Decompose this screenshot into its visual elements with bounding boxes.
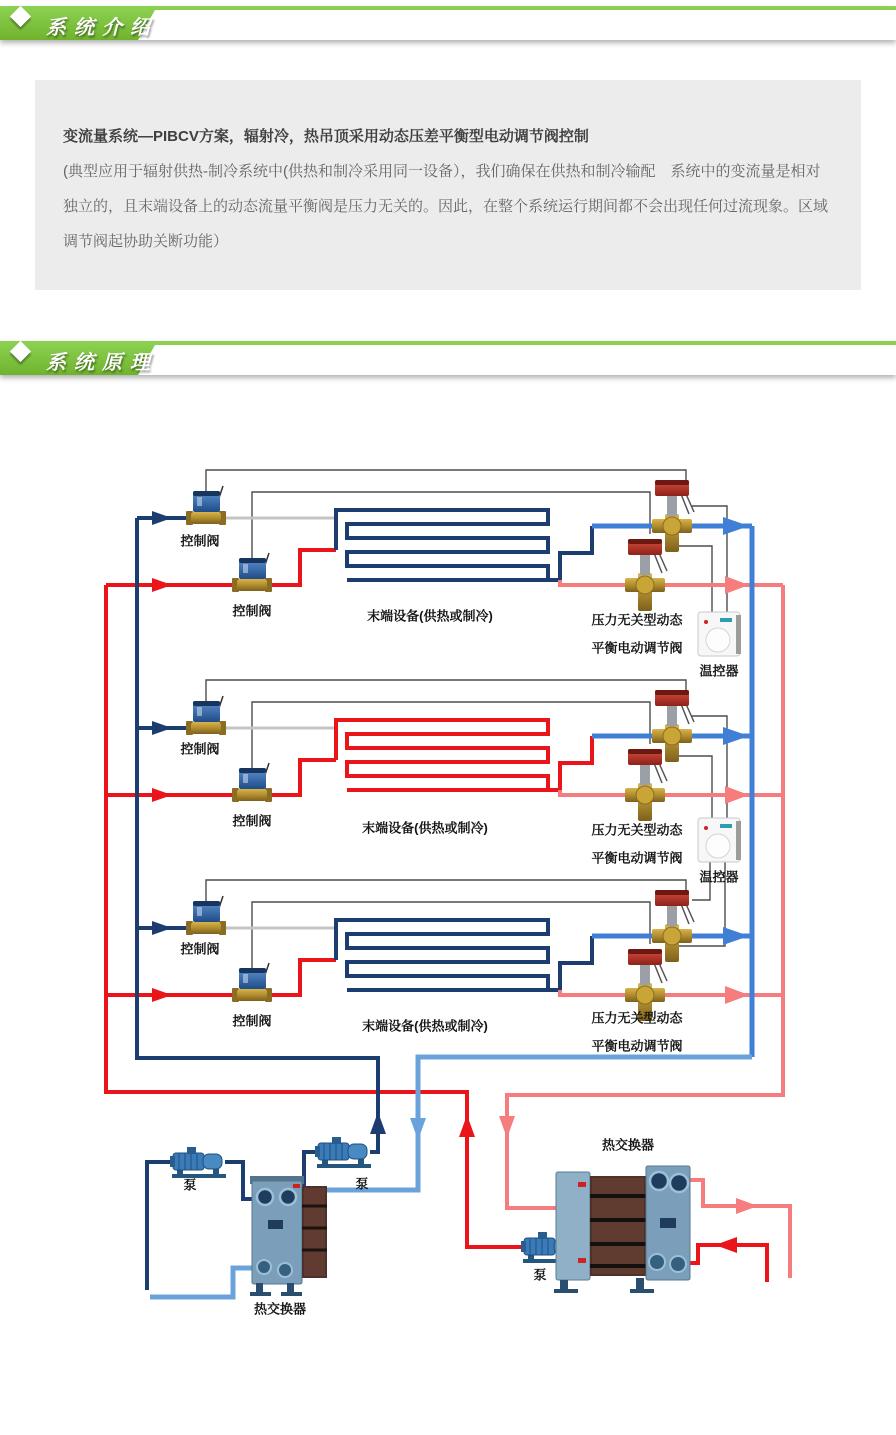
pump-2 [315, 1137, 371, 1168]
label-control-valve-1b: 控制阀 [232, 603, 272, 619]
label-terminal-unit-2: 末端设备(供热或制冷) [362, 820, 488, 836]
label-heat-exchanger-right: 热交换器 [601, 1137, 655, 1153]
intro-title: 变流量系统—PIBCV方案，辐射冷，热吊顶采用动态压差平衡型电动调节阀控制 [63, 128, 589, 145]
pibcv-valves [625, 480, 694, 1021]
label-pump-1: 泵 [183, 1177, 197, 1193]
label-pibcv-3-line2: 平衡电动调节阀 [591, 1038, 683, 1054]
label-pibcv-2-line1: 压力无关型动态 [591, 822, 683, 838]
intro-line-3: 调节阀起协助关断功能） [63, 233, 229, 250]
label-control-valve-3b: 控制阀 [232, 1013, 272, 1029]
banner-title-principle: 系统原理 [46, 352, 158, 374]
label-pump-2: 泵 [355, 1176, 369, 1192]
thermostat-2 [698, 818, 741, 862]
coil-section-3 [336, 920, 592, 990]
label-pump-3: 泵 [533, 1267, 547, 1283]
system-schematic [0, 390, 896, 1435]
banner-system-intro [0, 6, 896, 40]
intro-body [63, 154, 851, 259]
heat-exchanger-left [250, 1176, 327, 1296]
coil-section-2 [336, 720, 592, 790]
label-pibcv-1-line1: 压力无关型动态 [591, 612, 683, 628]
pump-1 [170, 1147, 226, 1178]
label-control-valve-2b: 控制阀 [232, 813, 272, 829]
label-control-valve-2a: 控制阀 [180, 741, 220, 757]
heat-exchanger-right [554, 1166, 690, 1293]
label-terminal-unit-1: 末端设备(供热或制冷) [367, 608, 493, 624]
banner-title-intro: 系统介绍 [46, 17, 158, 39]
intro-line-1: (典型应用于辐射供热-制冷系统中(供热和制冷采用同一设备），我们确保在供热和制冷输配 系统中的变流量是相对 [63, 163, 821, 180]
coil-section-1 [336, 510, 592, 580]
label-pibcv-1-line2: 平衡电动调节阀 [591, 640, 683, 656]
label-thermostat-1: 温控器 [699, 663, 739, 679]
label-pibcv-3-line1: 压力无关型动态 [591, 1010, 683, 1026]
label-control-valve-3a: 控制阀 [180, 941, 220, 957]
label-control-valve-1a: 控制阀 [180, 533, 220, 549]
banner-system-principle [0, 341, 896, 375]
label-heat-exchanger-left: 热交换器 [253, 1301, 307, 1317]
label-pibcv-2-line2: 平衡电动调节阀 [591, 850, 683, 866]
thermostat-1 [698, 612, 741, 656]
label-thermostat-2: 温控器 [699, 869, 739, 885]
intro-line-2: 独立的，且末端设备上的动态流量平衡阀是压力无关的。因此，在整个系统运行期间都不会出现任何过流现象。区域 [63, 198, 829, 215]
label-terminal-unit-3: 末端设备(供热或制冷) [362, 1018, 488, 1034]
schematic-canvas [0, 390, 896, 1435]
intro-box [35, 80, 861, 290]
